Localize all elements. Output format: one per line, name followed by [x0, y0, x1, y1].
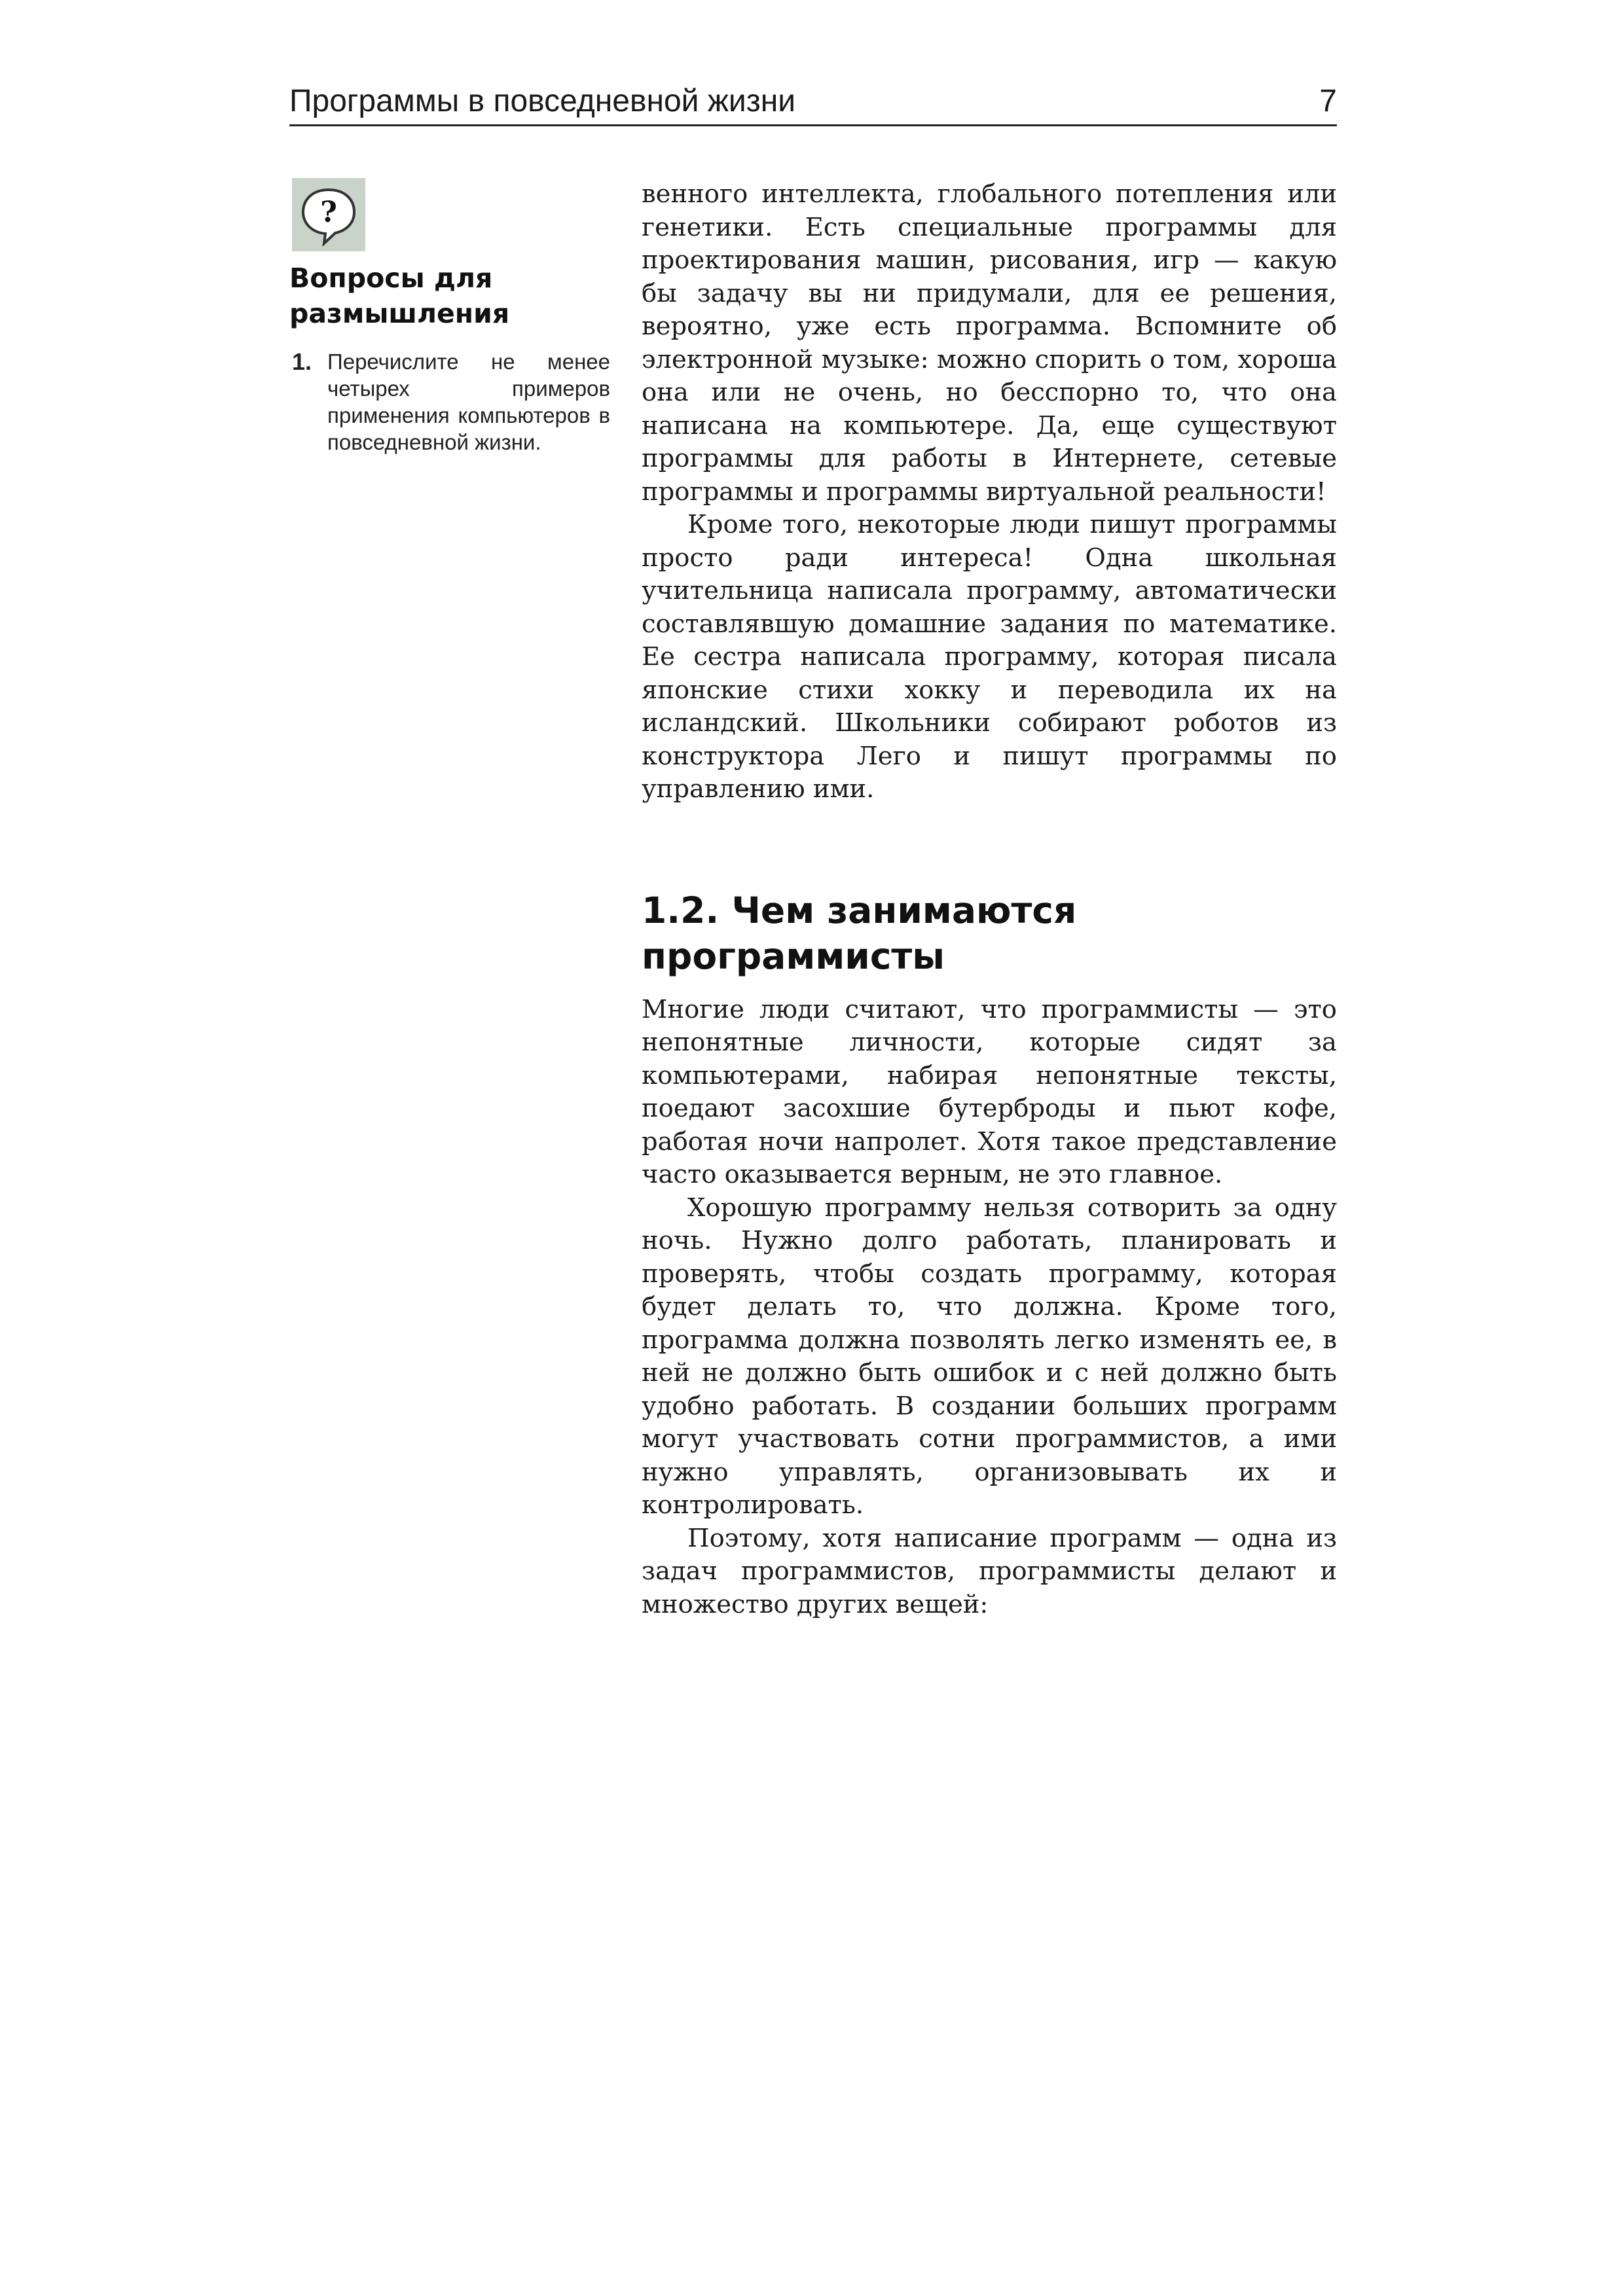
paragraph: Кроме того, некоторые люди пишут программы просто ради интереса! Одна школьная учительница написала программу, автоматически составлявшую домашние задания по математике. Ее сестра написала программу, которая писала японские стихи хокку и переводила их на исландский. Школьники собирают роботов из конструктора Лего и пишут программы по управлению ими.	[642, 510, 1337, 804]
main-column	[642, 178, 1337, 1621]
margin-sidebar	[289, 178, 610, 456]
running-title: Программы в повседневной жизни	[289, 84, 796, 118]
section-title: 1.2. Чем занимаются программисты	[642, 889, 1077, 977]
question-bubble-icon	[292, 178, 365, 251]
question-item	[289, 348, 610, 456]
question-text: Перечислите не менее четырех примеров применения компьютеров в повседневной жизни.	[327, 350, 610, 454]
paragraph: Поэтому, хотя написание программ — одна из задач программистов, программисты делают и множество других вещей:	[642, 1523, 1337, 1619]
paragraph: венного интеллекта, глобального потепления или генетики. Есть специальные программы для проектирования машин, рисования, игр — какую бы задачу вы ни придумали, для ее решения, вероятно, уже есть программа. Вспомните об электронной музыке: можно спорить о том, хороша она или не очень, но бесспорно то, что она написана на компьютере. Да, еще существуют программы для работы в Интернете, сетевые программы и программы виртуальной реальности!	[642, 179, 1337, 507]
running-head	[289, 79, 1337, 126]
sidebar-heading: Вопросы для размышления	[289, 262, 510, 329]
paragraph: Хорошую программу нельзя сотворить за одну ночь. Нужно долго работать, планировать и проверять, чтобы создать программу, которая будет делать то, что должна. Кроме того, программа должна позволять легко изменять ее, в ней не должно быть ошибок и с ней должно быть удобно работать. В создании больших программ могут участвовать сотни программистов, а ими нужно управлять, организовывать их и контролировать.	[642, 1193, 1337, 1520]
question-number: 1.	[292, 348, 312, 375]
page-number: 7	[1319, 84, 1337, 118]
question-glyph: ?	[320, 196, 337, 229]
paragraph: Многие люди считают, что программисты — это непонятные личности, которые сидят за компьютерами, набирая непонятные тексты, поедают засохшие бутерброды и пьют кофе, работая ночи напролет. Хотя такое представление часто оказывается верным, не это главное.	[642, 994, 1337, 1189]
